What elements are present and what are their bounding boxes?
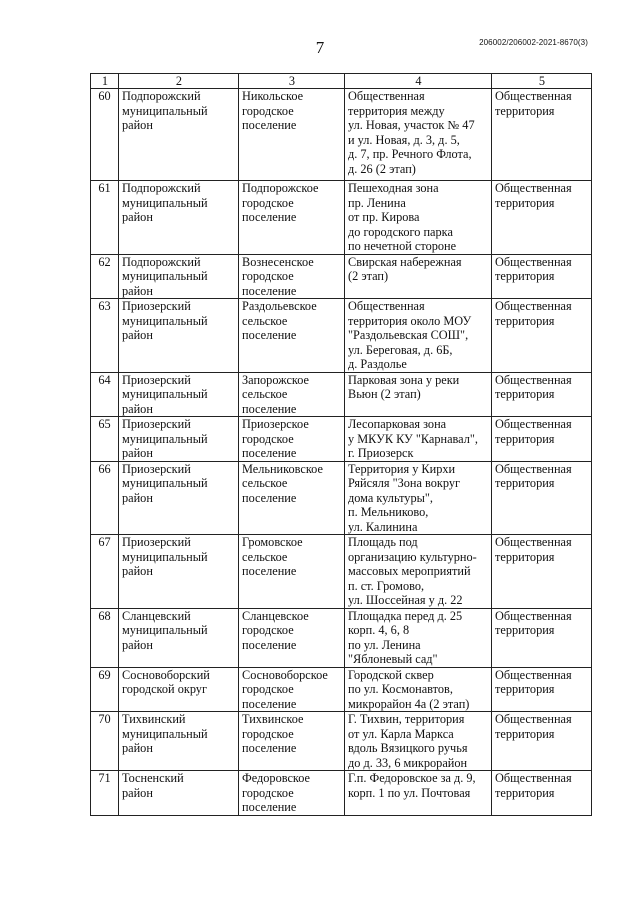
table-row — [91, 89, 592, 181]
settlement-cell — [239, 89, 345, 181]
cell-line: Мельниковское — [242, 461, 323, 476]
cell-line: корп. 1 по ул. Почтовая — [348, 785, 471, 800]
cell-line: Сосновоборский — [122, 667, 210, 682]
cell-line: Запорожское — [242, 372, 310, 387]
table-row — [91, 535, 592, 609]
cell-line: микрорайон 4а (2 этап) — [348, 696, 470, 711]
cell-line: массовых мероприятий — [348, 564, 471, 578]
cell-line: территория между — [348, 103, 445, 118]
cell-line: Общественная — [495, 712, 572, 726]
cell-line: территория — [495, 431, 555, 446]
table-row — [91, 417, 592, 462]
cell-line: поселение — [242, 210, 297, 224]
cell-line: район — [122, 118, 153, 132]
cell-line: Площадь под — [348, 535, 418, 549]
cell-line: поселение — [242, 118, 297, 132]
cell-line: поселение — [242, 328, 297, 342]
district-cell — [119, 461, 239, 535]
row-number: 65 — [91, 417, 119, 462]
settlement-cell — [239, 417, 345, 462]
cell-line: район — [122, 210, 153, 224]
district-cell — [119, 535, 239, 609]
column-header: 2 — [119, 74, 239, 89]
cell-line: территория — [495, 103, 555, 118]
cell-line: район — [122, 741, 153, 755]
cell-line: район — [122, 785, 153, 800]
district-cell — [119, 417, 239, 462]
cell-line: Общественная — [495, 299, 572, 313]
cell-line: Общественная — [495, 181, 572, 195]
cell-line: пр. Ленина — [348, 195, 406, 210]
cell-line: территория — [495, 195, 555, 210]
cell-line: муниципальный — [122, 313, 208, 328]
cell-line: Общественная — [495, 667, 572, 682]
cell-line: территория — [495, 785, 555, 800]
row-number: 64 — [91, 372, 119, 417]
district-cell — [119, 712, 239, 771]
page-number: 7 — [315, 38, 325, 57]
type-cell — [492, 608, 592, 667]
cell-line: поселение — [242, 741, 297, 755]
cell-line: по нечетной стороне — [348, 239, 457, 253]
row-number: 63 — [91, 299, 119, 373]
table-row — [91, 372, 592, 417]
type-cell — [492, 417, 592, 462]
object-cell — [345, 712, 492, 771]
cell-line: Подпорожский — [122, 254, 201, 269]
cell-line: поселение — [242, 637, 297, 652]
cell-line: сельское — [242, 387, 288, 401]
cell-line: ул. Шоссейная у д. 22 — [348, 593, 463, 607]
cell-line: Сланцевское — [242, 608, 309, 623]
cell-line: Сосновоборское — [242, 667, 328, 682]
district-cell — [119, 667, 239, 712]
cell-line: городское — [242, 682, 294, 696]
cell-line: ул. Калинина — [348, 519, 418, 534]
cell-line: район — [122, 564, 153, 578]
cell-line: Общественная — [495, 461, 572, 476]
cell-line: Общественная — [495, 372, 572, 387]
cell-line: Общественная — [495, 89, 572, 103]
table-row — [91, 667, 592, 712]
district-cell — [119, 89, 239, 181]
cell-line: Общественная — [348, 89, 425, 103]
cell-line: муниципальный — [122, 269, 208, 283]
cell-line: д. Раздолье — [348, 357, 407, 371]
cell-line: д. 26 (2 этап) — [348, 161, 416, 176]
cell-line: муниципальный — [122, 623, 208, 637]
type-cell — [492, 299, 592, 373]
cell-line: Тосненский — [122, 771, 184, 785]
row-number: 68 — [91, 608, 119, 667]
cell-line: у МКУК КУ "Карнавал", — [348, 431, 478, 446]
cell-line: Приозерский — [122, 417, 191, 431]
cell-line: территория около МОУ — [348, 313, 472, 328]
cell-line: Общественная — [495, 254, 572, 269]
type-cell — [492, 535, 592, 609]
cell-line: район — [122, 328, 153, 342]
cell-line: Площадка перед д. 25 — [348, 608, 463, 623]
object-cell — [345, 181, 492, 255]
object-cell — [345, 299, 492, 373]
type-cell — [492, 771, 592, 816]
cell-line: ул. Новая, участок № 47 — [348, 118, 475, 132]
cell-line: Тихвинский — [122, 712, 186, 726]
cell-line: сельское — [242, 476, 288, 490]
cell-line: муниципальный — [122, 195, 208, 210]
row-number: 61 — [91, 181, 119, 255]
row-number: 69 — [91, 667, 119, 712]
cell-line: по ул. Космонавтов, — [348, 682, 453, 696]
cell-line: Г.п. Федоровское за д. 9, — [348, 771, 476, 785]
object-cell — [345, 89, 492, 181]
type-cell — [492, 254, 592, 299]
row-number: 60 — [91, 89, 119, 181]
column-header: 1 — [91, 74, 119, 89]
table-row — [91, 608, 592, 667]
cell-line: Сланцевский — [122, 608, 191, 623]
cell-line: д. 7, пр. Речного Флота, — [348, 147, 472, 161]
cell-line: Громовское — [242, 535, 303, 549]
cell-line: Вознесенское — [242, 254, 314, 269]
cell-line: г. Приозерск — [348, 446, 414, 460]
settlement-cell — [239, 299, 345, 373]
cell-line: Лесопарковая зона — [348, 417, 447, 431]
cell-line: (2 этап) — [348, 269, 389, 283]
cell-line: Пешеходная зона — [348, 181, 439, 195]
type-cell — [492, 461, 592, 535]
cell-line: Общественная — [495, 535, 572, 549]
cell-line: Территория у Кирхи — [348, 461, 456, 476]
cell-line: Приозерский — [122, 461, 191, 476]
cell-line: Г. Тихвин, территория — [348, 712, 465, 726]
cell-line: Подпорожский — [122, 181, 201, 195]
cell-line: городское — [242, 103, 294, 118]
cell-line: Общественная — [495, 771, 572, 785]
cell-line: ул. Береговая, д. 6Б, — [348, 342, 453, 357]
cell-line: городское — [242, 195, 294, 210]
table-row — [91, 254, 592, 299]
district-cell — [119, 771, 239, 816]
cell-line: корп. 4, 6, 8 — [348, 623, 410, 637]
cell-line: территория — [495, 726, 555, 741]
cell-line: район — [122, 490, 153, 505]
cell-line: Вьюн (2 этап) — [348, 387, 421, 401]
table-row — [91, 461, 592, 535]
district-cell — [119, 608, 239, 667]
cell-line: от пр. Кирова — [348, 210, 420, 224]
cell-line: вдоль Вязицкого ручья — [348, 741, 468, 755]
settlement-cell — [239, 608, 345, 667]
cell-line: территория — [495, 387, 555, 401]
type-cell — [492, 667, 592, 712]
cell-line: "Раздольевская СОШ", — [348, 328, 469, 342]
cell-line: п. Мельниково, — [348, 505, 429, 519]
column-header: 3 — [239, 74, 345, 89]
settlement-cell — [239, 181, 345, 255]
cell-line: от ул. Карла Маркса — [348, 726, 454, 741]
settlement-cell — [239, 372, 345, 417]
cell-line: поселение — [242, 490, 297, 505]
cell-line: Подпорожский — [122, 89, 201, 103]
cell-line: поселение — [242, 696, 297, 711]
settlement-cell — [239, 771, 345, 816]
cell-line: Общественная — [495, 417, 572, 431]
cell-line: до д. 33, 6 микрорайон — [348, 755, 468, 770]
district-cell — [119, 181, 239, 255]
cell-line: городское — [242, 726, 294, 741]
cell-line: муниципальный — [122, 387, 208, 401]
cell-line: территория — [495, 313, 555, 328]
cell-line: городской округ — [122, 682, 207, 696]
object-cell — [345, 535, 492, 609]
district-cell — [119, 299, 239, 373]
cell-line: поселение — [242, 800, 297, 814]
cell-line: организацию культурно- — [348, 549, 477, 564]
cell-line: по ул. Ленина — [348, 637, 421, 652]
cell-line: городское — [242, 431, 294, 446]
object-cell — [345, 417, 492, 462]
object-cell — [345, 254, 492, 299]
cell-line: район — [122, 637, 153, 652]
cell-line: сельское — [242, 549, 288, 564]
cell-line: муниципальный — [122, 431, 208, 446]
object-cell — [345, 667, 492, 712]
cell-line: Парковая зона у реки — [348, 372, 460, 387]
type-cell — [492, 89, 592, 181]
row-number: 62 — [91, 254, 119, 299]
cell-line: поселение — [242, 446, 297, 460]
cell-line: Приозерский — [122, 372, 191, 387]
district-cell — [119, 372, 239, 417]
type-cell — [492, 181, 592, 255]
column-header: 5 — [492, 74, 592, 89]
cell-line: "Яблоневый сад" — [348, 652, 438, 666]
settlement-cell — [239, 712, 345, 771]
cell-line: Свирская набережная — [348, 254, 462, 269]
cell-line: до городского парка — [348, 224, 453, 239]
cell-line: городское — [242, 269, 294, 283]
cell-line: Общественная — [495, 608, 572, 623]
cell-line: Общественная — [348, 299, 425, 313]
settlement-cell — [239, 535, 345, 609]
row-number: 71 — [91, 771, 119, 816]
row-number: 70 — [91, 712, 119, 771]
cell-line: дома культуры", — [348, 490, 433, 505]
cell-line: поселение — [242, 283, 297, 298]
cell-line: Городской сквер — [348, 667, 434, 682]
object-cell — [345, 461, 492, 535]
object-cell — [345, 608, 492, 667]
district-cell — [119, 254, 239, 299]
cell-line: район — [122, 446, 153, 460]
cell-line: Никольское — [242, 89, 304, 103]
object-cell — [345, 771, 492, 816]
settlement-cell — [239, 254, 345, 299]
cell-line: поселение — [242, 564, 297, 578]
cell-line: Приозерский — [122, 299, 191, 313]
cell-line: территория — [495, 623, 555, 637]
table-row — [91, 771, 592, 816]
cell-line: Приозерское — [242, 417, 309, 431]
projects-table — [90, 73, 592, 816]
cell-line: муниципальный — [122, 726, 208, 741]
settlement-cell — [239, 461, 345, 535]
table-row — [91, 299, 592, 373]
row-number: 67 — [91, 535, 119, 609]
cell-line: территория — [495, 682, 555, 696]
cell-line: территория — [495, 549, 555, 564]
cell-line: район — [122, 401, 153, 416]
table-row — [91, 712, 592, 771]
document-id: 206002/206002-2021-8670(3) — [479, 38, 588, 47]
cell-line: Подпорожское — [242, 181, 319, 195]
cell-line: Раздольевское — [242, 299, 317, 313]
table-row — [91, 181, 592, 255]
cell-line: п. ст. Громово, — [348, 578, 425, 593]
cell-line: Ряйсяля "Зона вокруг — [348, 476, 461, 490]
cell-line: Федоровское — [242, 771, 311, 785]
cell-line: муниципальный — [122, 103, 208, 118]
settlement-cell — [239, 667, 345, 712]
cell-line: и ул. Новая, д. 3, д. 5, — [348, 132, 460, 147]
cell-line: муниципальный — [122, 549, 208, 564]
cell-line: муниципальный — [122, 476, 208, 490]
column-header: 4 — [345, 74, 492, 89]
cell-line: территория — [495, 269, 555, 283]
cell-line: сельское — [242, 313, 288, 328]
object-cell — [345, 372, 492, 417]
cell-line: поселение — [242, 401, 297, 416]
cell-line: Тихвинское — [242, 712, 304, 726]
row-number: 66 — [91, 461, 119, 535]
cell-line: Приозерский — [122, 535, 191, 549]
type-cell — [492, 372, 592, 417]
type-cell — [492, 712, 592, 771]
cell-line: городское — [242, 785, 294, 800]
cell-line: территория — [495, 476, 555, 490]
cell-line: городское — [242, 623, 294, 637]
cell-line: район — [122, 283, 153, 298]
table-header-row — [91, 74, 592, 89]
